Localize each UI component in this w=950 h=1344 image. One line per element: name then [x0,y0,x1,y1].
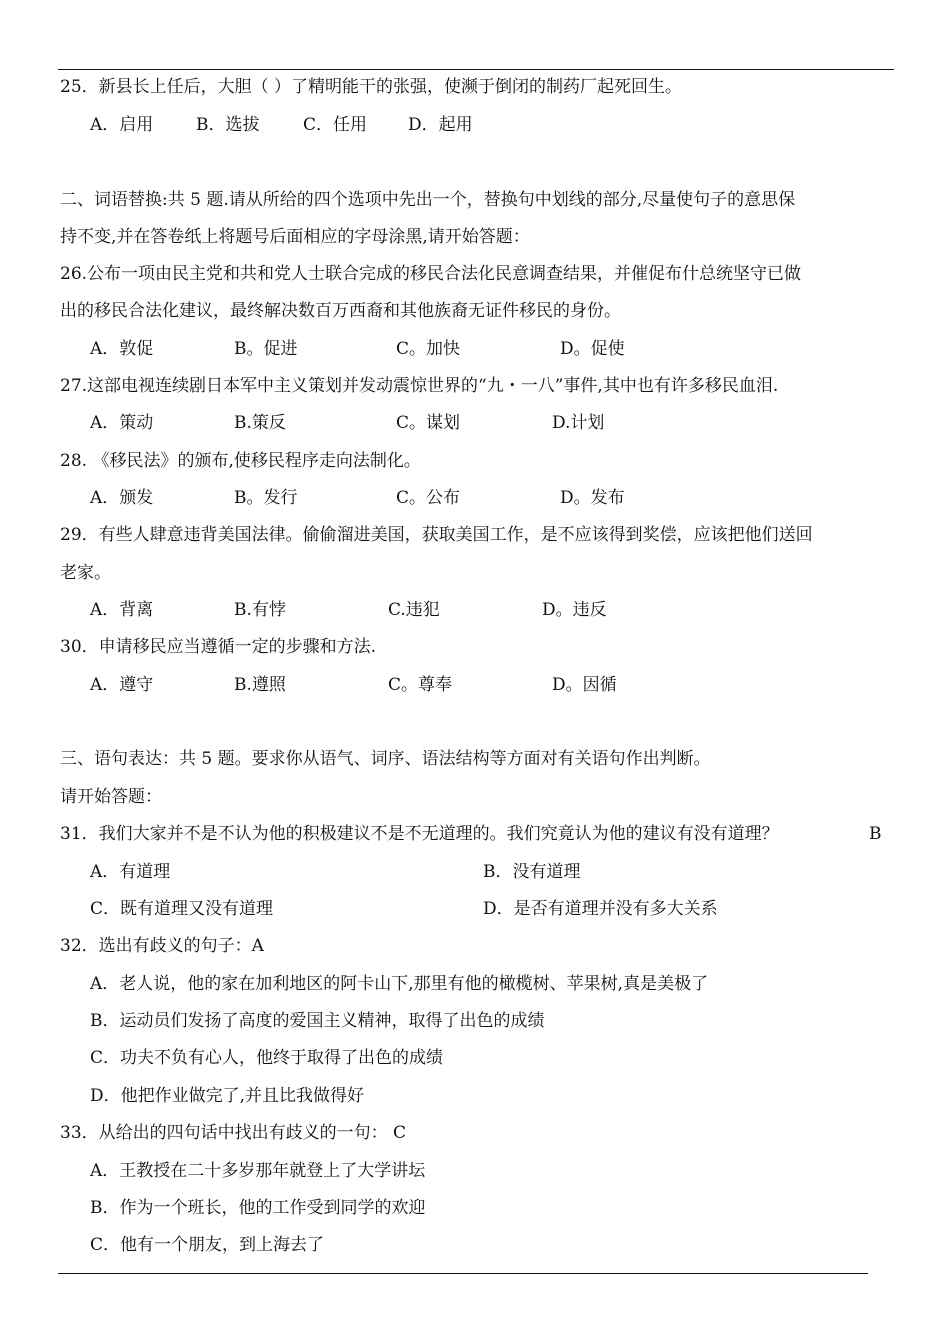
q30-option-c: C。尊奉 [388,675,453,695]
q29-option-b: B.有悖 [234,600,286,620]
q28-option-c: C。公布 [396,488,461,508]
q33-stem: 33．从给出的四句话中找出有歧义的一句： C [60,1123,407,1143]
q30-option-b: B.遵照 [234,675,286,695]
q26-stem-line1: 26.公布一项由民主党和共和党人士联合完成的移民合法化民意调查结果，并催促布什总统坚守已做 [60,264,802,284]
q29-stem-line2: 老家。 [60,563,111,583]
section2-header-line2: 持不变,并在答卷纸上将题号后面相应的字母涂黑,请开始答题： [60,227,530,247]
q28-option-a: A．颁发 [90,488,154,508]
q27-option-c: C。谋划 [396,413,461,433]
section2-header-line1: 二、词语替换:共 5 题.请从所给的四个选项中先出一个，替换句中划线的部分,尽量使句子的意思保 [60,190,796,210]
q30-stem: 30．申请移民应当遵循一定的步骤和方法. [60,637,377,657]
q26-option-c: C。加快 [396,339,461,359]
q30-option-a: A．遵守 [90,675,154,695]
q27-option-b: B.策反 [234,413,286,433]
top-rule [58,69,894,70]
q27-option-a: A．策动 [90,413,154,433]
q32-stem: 32．选出有歧义的句子：A [60,936,264,956]
q26-stem-line2: 出的移民合法化建议，最终解决数百万西裔和其他族裔无证件移民的身份。 [60,301,621,321]
q33-option-b: B．作为一个班长，他的工作受到同学的欢迎 [90,1198,426,1218]
q29-option-a: A．背离 [90,600,154,620]
q32-option-a: A．老人说，他的家在加利地区的阿卡山下,那里有他的橄榄树、苹果树,真是美极了 [90,974,709,994]
q32-option-b: B．运动员们发扬了高度的爱国主义精神，取得了出色的成绩 [90,1011,545,1031]
q25-option-a: A．启用 [90,115,154,135]
q29-option-c: C.违犯 [388,600,440,620]
q33-option-c: C．他有一个朋友，到上海去了 [90,1235,325,1255]
q27-stem: 27.这部电视连续剧日本军中主义策划并发动震惊世界的“九・一八”事件,其中也有许多移民血泪. [60,376,779,396]
q31-option-b: B．没有道理 [483,862,581,882]
q31-option-d: D．是否有道理并没有多大关系 [483,899,718,919]
q31-answer: B [869,824,882,844]
q31-stem: 31．我们大家并不是不认为他的积极建议不是不无道理的。我们究竟认为他的建议有没有道理？ [60,824,779,844]
q25-stem: 25．新县长上任后，大胆（ ）了精明能干的张强，使濒于倒闭的制药厂起死回生。 [60,77,683,97]
q31-option-a: A．有道理 [90,862,171,882]
q32-option-d: D．他把作业做完了,并且比我做得好 [90,1086,365,1106]
q26-option-d: D。促使 [560,339,625,359]
q27-option-d: D.计划 [552,413,605,433]
q28-option-d: D。发布 [560,488,625,508]
q25-option-c: C．任用 [303,115,368,135]
bottom-rule [58,1273,868,1274]
q26-option-a: A．敦促 [90,339,154,359]
q25-option-d: D．起用 [408,115,473,135]
section3-header-line2: 请开始答题： [60,787,162,807]
q29-option-d: D。违反 [542,600,607,620]
q26-option-b: B。促进 [234,339,298,359]
q28-stem: 28. 《移民法》的颁布,使移民程序走向法制化。 [60,451,421,471]
q32-option-c: C．功夫不负有心人，他终于取得了出色的成绩 [90,1048,444,1068]
q30-option-d: D。因循 [552,675,617,695]
q33-option-a: A．王教授在二十多岁那年就登上了大学讲坛 [90,1161,426,1181]
q28-option-b: B。发行 [234,488,298,508]
q25-option-b: B．选拔 [196,115,260,135]
section3-header-line1: 三、语句表达：共 5 题。要求你从语气、词序、语法结构等方面对有关语句作出判断。 [60,749,711,769]
q31-option-c: C．既有道理又没有道理 [90,899,274,919]
q29-stem-line1: 29．有些人肆意违背美国法律。偷偷溜进美国，获取美国工作，是不应该得到奖偿，应该把他们送回 [60,525,813,545]
